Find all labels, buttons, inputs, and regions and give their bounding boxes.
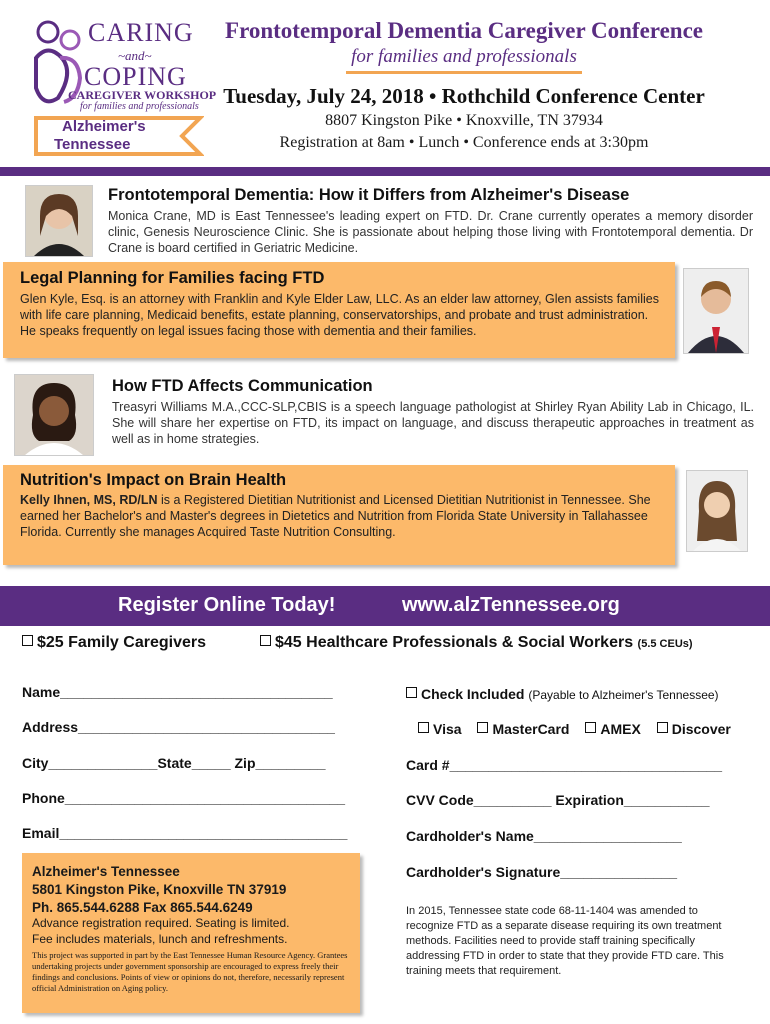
logo-workshop-text: CAREGIVER WORKSHOP <box>68 88 217 102</box>
logo-coping-text: COPING <box>84 62 187 91</box>
alz-logo-line1: Alzheimer's <box>62 118 146 135</box>
session-description: Monica Crane, MD is East Tennessee's leading expert on FTD. Dr. Crane currently operates a memory disorder clinic, Genesis Neuroscience Clinic. She is passionate about helping those living with Frontotemporal dementia. Dr Crane is board certified in Geriatric Medicine. <box>108 209 753 255</box>
registration-note: Advance registration required. Seating is limited. <box>32 916 290 930</box>
amex-option[interactable] <box>585 721 640 737</box>
header-divider <box>0 167 770 176</box>
subtitle-underline <box>346 71 582 74</box>
checkbox-icon[interactable] <box>260 635 271 646</box>
funding-disclaimer: This project was supported in part by the East Tennessee Human Resource Agency. Grantees undertaking projects under government sponsorship are encouraged to express freely their findings and conclusions. Points of view or opinions do not, therefore, necessarily represent official Administration on Aging policy. <box>32 950 348 993</box>
session-title: Frontotemporal Dementia: How it Differs from Alzheimer's Disease <box>108 186 630 204</box>
option-family-caregivers[interactable] <box>22 634 206 652</box>
check-included-label: Check Included <box>421 686 525 702</box>
register-url-link[interactable]: www.alzTennessee.org <box>402 594 620 616</box>
register-banner <box>0 586 770 626</box>
checkbox-icon[interactable] <box>418 722 429 733</box>
option-healthcare-label: $45 Healthcare Professionals & Social Workers <box>275 634 634 651</box>
checkbox-icon[interactable] <box>22 635 33 646</box>
address-field[interactable]: Address_________________________________ <box>22 719 335 735</box>
mastercard-label: MasterCard <box>492 721 570 737</box>
logo-caring-text: CARING <box>88 18 194 47</box>
visa-label: Visa <box>433 721 462 737</box>
checkbox-icon[interactable] <box>657 722 668 733</box>
amex-label: AMEX <box>600 721 641 737</box>
option-ceu-note: (5.5 CEUs) <box>637 638 693 650</box>
speaker-photo-monica-crane <box>25 185 93 257</box>
conference-subtitle: for families and professionals <box>351 46 577 67</box>
fee-note: Fee includes materials, lunch and refreshments. <box>32 932 288 946</box>
option-family-label: $25 Family Caregivers <box>37 634 206 651</box>
session-title: How FTD Affects Communication <box>112 377 373 395</box>
visa-option[interactable] <box>418 721 462 737</box>
logo-and-text: ~and~ <box>118 48 152 63</box>
mastercard-option[interactable] <box>477 721 569 737</box>
register-online-text: Register Online Today! <box>118 594 336 616</box>
name-field[interactable]: Name___________________________________ <box>22 684 333 700</box>
card-type-options <box>418 721 731 737</box>
contact-org: Alzheimer's Tennessee <box>32 864 180 879</box>
session-title: Legal Planning for Families facing FTD <box>20 269 325 287</box>
session-description <box>20 492 660 540</box>
contact-phone: Ph. 865.544.6288 Fax 865.544.6249 <box>32 900 253 915</box>
phone-field[interactable]: Phone____________________________________ <box>22 790 346 806</box>
city-state-zip-field[interactable]: City______________State_____ Zip_________ <box>22 755 326 771</box>
speaker-name: Kelly Ihnen, MS, RD/LN <box>20 493 158 507</box>
check-included-option[interactable] <box>406 686 719 702</box>
cardholder-signature-field[interactable]: Cardholder's Signature_______________ <box>406 864 678 880</box>
logo-tagline: for families and professionals <box>80 101 199 112</box>
speaker-photo-kelly-ihnen <box>686 470 748 552</box>
cardholder-name-field[interactable]: Cardholder's Name___________________ <box>406 828 682 844</box>
session-title: Nutrition's Impact on Brain Health <box>20 471 287 489</box>
contact-address: 5801 Kingston Pike, Knoxville TN 37919 <box>32 882 287 897</box>
conference-title: Frontotemporal Dementia Caregiver Conference <box>225 18 703 43</box>
alz-logo-line2: Tennessee <box>54 136 131 153</box>
checkbox-icon[interactable] <box>406 687 417 698</box>
check-payable-note: (Payable to Alzheimer's Tennessee) <box>528 688 719 702</box>
session-description: Glen Kyle, Esq. is an attorney with Franklin and Kyle Elder Law, LLC. As an elder law attorney, Glen assists families with life care planning, Medicaid benefits, estate planning, conservatorships, and probate and trust administration. He speaks frequently on legal issues facing those with dementia and their families. <box>20 292 659 338</box>
alzheimers-tennessee-logo <box>32 114 204 158</box>
cvv-expiration-field[interactable]: CVV Code__________ Expiration___________ <box>406 792 710 808</box>
venue-address: 8807 Kingston Pike • Knoxville, TN 37934 <box>325 112 603 129</box>
date-location: Tuesday, July 24, 2018 • Rothchild Conference Center <box>223 84 705 108</box>
session-description: Treasyri Williams M.A.,CCC-SLP,CBIS is a speech language pathologist at Shirley Ryan Ability Lab in Chicago, IL. She will share her expertise on FTD, its impact on language, and discuss therapeutic approaches in treatment as well as in home strategies. <box>112 400 754 446</box>
discover-option[interactable] <box>657 721 731 737</box>
card-number-field[interactable]: Card #___________________________________ <box>406 757 723 773</box>
ftd-law-note: In 2015, Tennessee state code 68-11-1404 was amended to recognize FTD as a separate disease requiring its own treatment methods. Facilities need to provide staff training specifically addressing FTD in order to state that they provide FTD care. This training meets that requirement. <box>406 905 724 977</box>
speaker-photo-treasyri-williams <box>14 374 94 456</box>
speaker-bio: is a Registered Dietitian Nutritionist and Licensed Dietitian Nutritionist in Tennessee. She earned her Bachelor's and Master's degrees in Dietetics and Nutrition from Florida State University in Tallahassee Florida. Currently she manages Acquired Taste Nutrition Consulting. <box>20 493 651 539</box>
option-healthcare-professionals[interactable] <box>260 634 693 652</box>
discover-label: Discover <box>671 721 731 737</box>
speaker-photo-glen-kyle <box>683 268 749 354</box>
contact-info-box <box>22 853 360 1013</box>
schedule-line: Registration at 8am • Lunch • Conference ends at 3:30pm <box>279 134 649 151</box>
checkbox-icon[interactable] <box>585 722 596 733</box>
checkbox-icon[interactable] <box>477 722 488 733</box>
email-field[interactable]: Email_____________________________________ <box>22 825 348 841</box>
